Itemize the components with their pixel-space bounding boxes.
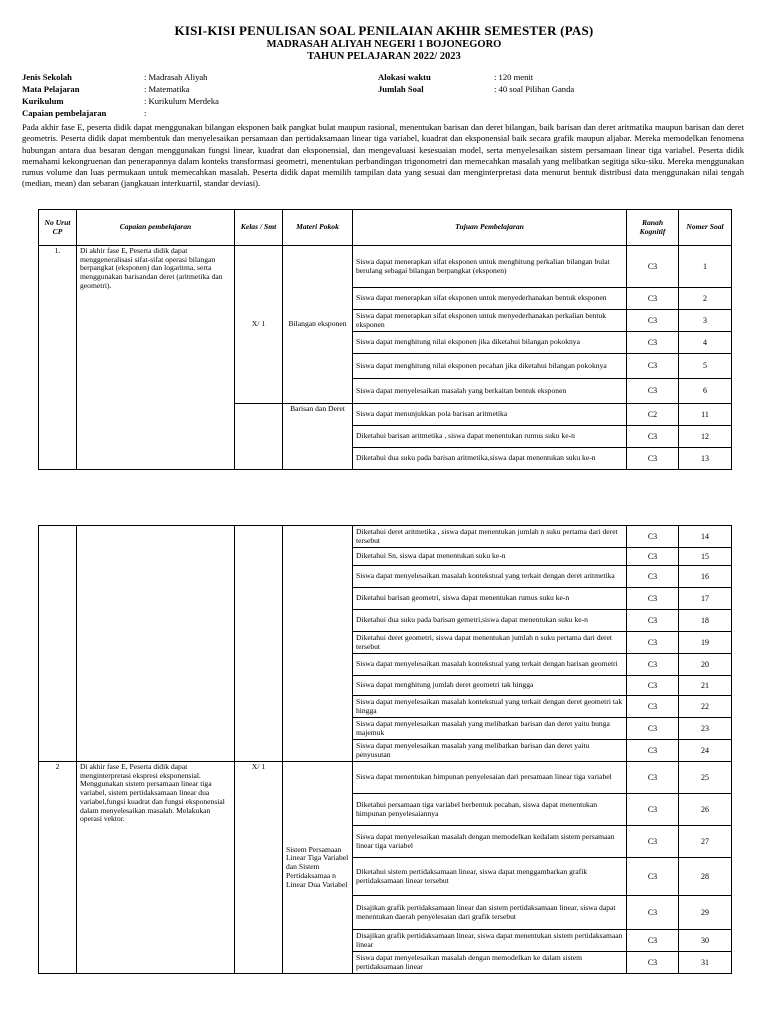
nomer-soal: 23 xyxy=(679,718,732,740)
jumlah-soal-value: : 40 soal Pilihan Ganda xyxy=(494,84,575,94)
nomer-soal: 2 xyxy=(679,288,732,310)
tujuan-pembelajaran: Siswa dapat menghitung jumlah deret geometri tak hingga xyxy=(353,676,627,696)
kurikulum-label: Kurikulum xyxy=(22,96,64,106)
tujuan-pembelajaran: Disajikan grafik pertidaksamaan linear, siswa dapat menentukan sistem pertidaksamaan linear xyxy=(353,930,627,952)
tujuan-pembelajaran: Siswa dapat menentukan himpunan penyelesaian dari persamaan linear tiga variabel xyxy=(353,762,627,794)
table-row xyxy=(39,762,732,794)
nomer-soal: 30 xyxy=(679,930,732,952)
tujuan-pembelajaran: Diketahui barisan aritmetika , siswa dapat menentukan rumus suku ke-n xyxy=(353,426,627,448)
nomer-soal: 3 xyxy=(679,310,732,332)
capaian-pembelajaran-label: Capaian pembelajaran xyxy=(22,108,107,118)
mata-pelajaran-label: Mata Pelajaran xyxy=(22,84,80,94)
nomer-soal: 11 xyxy=(679,404,732,426)
ranah-kognitif: C3 xyxy=(627,332,679,354)
ranah-kognitif: C3 xyxy=(627,632,679,654)
nomer-soal: 27 xyxy=(679,826,732,858)
kelas-smt: X/ 1 xyxy=(235,246,283,404)
kelas-smt-empty xyxy=(235,404,283,470)
ranah-kognitif: C3 xyxy=(627,896,679,930)
kelas-smt-empty xyxy=(235,526,283,762)
table-row xyxy=(39,246,732,288)
ranah-kognitif: C3 xyxy=(627,740,679,762)
ranah-kognitif: C3 xyxy=(627,762,679,794)
nomer-soal: 29 xyxy=(679,896,732,930)
nomer-soal: 24 xyxy=(679,740,732,762)
tujuan-pembelajaran: Siswa dapat menerapkan sifat eksponen untuk menghitung perkalian bilangan bulat berulang sebagai bilangan berpangkat (eksponen) xyxy=(353,246,627,288)
ranah-kognitif: C3 xyxy=(627,696,679,718)
tujuan-pembelajaran: Diketahui dua suku pada barisan gemetri,siswa dapat menentukan suku ke-n xyxy=(353,610,627,632)
mata-pelajaran-value: : Matematika xyxy=(144,84,190,94)
nomer-soal: 4 xyxy=(679,332,732,354)
nomer-soal: 5 xyxy=(679,354,732,379)
ranah-kognitif: C3 xyxy=(627,794,679,826)
tujuan-pembelajaran: Siswa dapat menyelesaikan masalah yang melibatkan barisan dan deret yaitu bunga majemuk xyxy=(353,718,627,740)
materi-pokok: Bilangan eksponen xyxy=(283,246,353,404)
header-nomer-soal: Nomer Soal xyxy=(679,210,732,246)
nomer-soal: 16 xyxy=(679,566,732,588)
ranah-kognitif: C3 xyxy=(627,676,679,696)
cp-number-empty xyxy=(39,526,77,762)
ranah-kognitif: C3 xyxy=(627,588,679,610)
tujuan-pembelajaran: Diketahui sistem pertidaksamaan linear, siswa dapat menggambarkan grafik pertidaksamaan linear tersebut xyxy=(353,858,627,896)
nomer-soal: 13 xyxy=(679,448,732,470)
tujuan-pembelajaran: Disajikan grafik pertidaksamaan linear dan sistem pertidaksamaan linear, siswa dapat menentukan daerah penyelesaian dari grafik tersebut xyxy=(353,896,627,930)
tujuan-pembelajaran: Diketahui barisan geometri, siswa dapat menentukan rumus suku ke-n xyxy=(353,588,627,610)
school-name: MADRASAH ALIYAH NEGERI 1 BOJONEGORO xyxy=(266,39,502,50)
nomer-soal: 18 xyxy=(679,610,732,632)
tujuan-pembelajaran: Siswa dapat menyelesaikan masalah kontekstual yang terkait dengan deret geometri tak hingga xyxy=(353,696,627,718)
capaian-pembelajaran-colon: : xyxy=(144,108,147,118)
tujuan-pembelajaran: Siswa dapat menunjukkan pola barisan aritmetika xyxy=(353,404,627,426)
ranah-kognitif: C3 xyxy=(627,354,679,379)
jumlah-soal-label: Jumlah Soal xyxy=(378,84,424,94)
nomer-soal: 21 xyxy=(679,676,732,696)
tujuan-pembelajaran: Siswa dapat menghitung nilai eksponen pecahan jika diketahui bilangan pokoknya xyxy=(353,354,627,379)
header-capaian-pembelajaran: Capaian pembelajaran xyxy=(77,210,235,246)
header-materi-pokok: Materi Pokok xyxy=(283,210,353,246)
tujuan-pembelajaran: Siswa dapat menyelesaikan masalah kontekstual yang terkait dengan barisan geometri xyxy=(353,654,627,676)
nomer-soal: 15 xyxy=(679,548,732,566)
document-info xyxy=(22,72,762,122)
ranah-kognitif: C3 xyxy=(627,858,679,896)
ranah-kognitif: C3 xyxy=(627,930,679,952)
jenis-sekolah-label: Jenis Sekolah xyxy=(22,72,72,82)
academic-year: TAHUN PELAJARAN 2022/ 2023 xyxy=(307,51,461,62)
tujuan-pembelajaran: Siswa dapat menyelesaikan masalah yang melibatkan barisan dan deret yaitu penyusutan xyxy=(353,740,627,762)
cp-description-empty xyxy=(77,526,235,762)
materi-pokok-empty xyxy=(283,526,353,762)
ranah-kognitif: C3 xyxy=(627,566,679,588)
cp-number: 2 xyxy=(39,762,77,974)
table-row xyxy=(39,526,732,548)
ranah-kognitif: C3 xyxy=(627,826,679,858)
alokasi-waktu-value: : 120 menit xyxy=(494,72,534,82)
ranah-kognitif: C3 xyxy=(627,654,679,676)
ranah-kognitif: C3 xyxy=(627,310,679,332)
ranah-kognitif: C3 xyxy=(627,610,679,632)
ranah-kognitif: C3 xyxy=(627,526,679,548)
nomer-soal: 20 xyxy=(679,654,732,676)
header-kelas-smt: Kelas / Smt xyxy=(235,210,283,246)
kurikulum-value: : Kurikulum Merdeka xyxy=(144,96,219,106)
cp-description: Di akhir fase E, Peserta didik dapat menginterpretasi ekspresi eksponensial. Menggunakan sistem persamaan linear tiga variabel, sistem pertidaksamaan linear dua variabel,fungsi kuadrat dan fungsi eksponensial dalam menyelesaikan masalah. Melakukan operasi vektor. xyxy=(77,762,235,974)
tujuan-pembelajaran: Diketahui deret aritmetika , siswa dapat menentukan jumlah n suku pertama dari deret tersebut xyxy=(353,526,627,548)
nomer-soal: 19 xyxy=(679,632,732,654)
nomer-soal: 26 xyxy=(679,794,732,826)
materi-pokok: Barisan dan Deret xyxy=(283,404,353,470)
nomer-soal: 22 xyxy=(679,696,732,718)
kelas-smt: X/ 1 xyxy=(235,762,283,974)
ranah-kognitif: C3 xyxy=(627,952,679,974)
cp-number: 1. xyxy=(39,246,77,470)
ranah-kognitif: C3 xyxy=(627,288,679,310)
nomer-soal: 12 xyxy=(679,426,732,448)
ranah-kognitif: C3 xyxy=(627,448,679,470)
tujuan-pembelajaran: Siswa dapat menghitung nilai eksponen jika diketahui bilangan pokoknya xyxy=(353,332,627,354)
tujuan-pembelajaran: Diketahui persamaan tiga variabel berbentuk pecahan, siswa dapat menentukan himpunan penyelesaiannya xyxy=(353,794,627,826)
ranah-kognitif: C3 xyxy=(627,548,679,566)
ranah-kognitif: C3 xyxy=(627,426,679,448)
nomer-soal: 6 xyxy=(679,379,732,404)
document-title: KISI-KISI PENULISAN SOAL PENILAIAN AKHIR SEMESTER (PAS) xyxy=(174,23,594,38)
header-ranah-kognitif: Ranah Kognitif xyxy=(627,210,679,246)
nomer-soal: 28 xyxy=(679,858,732,896)
nomer-soal: 25 xyxy=(679,762,732,794)
nomer-soal: 31 xyxy=(679,952,732,974)
kisi-table-part-1 xyxy=(38,209,732,470)
tujuan-pembelajaran: Siswa dapat menyelesaikan masalah yang berkaitan bentuk eksponen xyxy=(353,379,627,404)
materi-pokok: Sistem Persamaan Linear Tiga Variabel dan Sistem Pertidaksamaa n Linear Dua Variabel xyxy=(283,762,353,974)
cp-description: Di akhir fase E, Peserta didik dapat menggeneralisasi sifat-sifat operasi bilangan berpangkat (eksponen) dan logaritma, serta menggunakan barisandan deret (aritmetika dan geometri). xyxy=(77,246,235,470)
header-tujuan-pembelajaran: Tujuan Pembelajaran xyxy=(353,210,627,246)
tujuan-pembelajaran: Siswa dapat menyelesaikan masalah dengan memodelkan kedalam sistem persamaan linear tiga variabel xyxy=(353,826,627,858)
tujuan-pembelajaran: Siswa dapat menerapkan sifat eksponen untuk menyederhanakan bentuk eksponen xyxy=(353,288,627,310)
tujuan-pembelajaran: Diketahui dua suku pada barisan aritmetika,siswa dapat menentukan suku ke-n xyxy=(353,448,627,470)
ranah-kognitif: C2 xyxy=(627,404,679,426)
ranah-kognitif: C3 xyxy=(627,718,679,740)
tujuan-pembelajaran: Diketahui deret geometri, siswa dapat menentukan jumlah n suku pertama dari deret tersebut xyxy=(353,632,627,654)
tujuan-pembelajaran: Diketahui Sn, siswa dapat menentukan suku ke-n xyxy=(353,548,627,566)
tujuan-pembelajaran: Siswa dapat menyelesaikan masalah kontekstual yang terkait dengan deret aritmetika xyxy=(353,566,627,588)
tujuan-pembelajaran: Siswa dapat menerapkan sifat eksponen untuk menyederhanakan perkalian bentuk eksponen xyxy=(353,310,627,332)
nomer-soal: 1 xyxy=(679,246,732,288)
nomer-soal: 17 xyxy=(679,588,732,610)
nomer-soal: 14 xyxy=(679,526,732,548)
ranah-kognitif: C3 xyxy=(627,379,679,404)
ranah-kognitif: C3 xyxy=(627,246,679,288)
capaian-pembelajaran-text: Pada akhir fase E, peserta didik dapat menggunakan bilangan eksponen baik pangkat bulat maupun rasional, menentukan barisan dan deret bilangan, baik barisan dan deret aritmatika maupun barisan dan deret geometris. Peserta didik dapat membentuk dan menyelesaikan persamaan dan pertidaksamaan linear tiga variabel, kuadrat dan eksponensial baik secara grafik maupun aljabar. Mereka memodelkan fenomena hubungan antara dua besaran dengan menggunakan fungsi linear, kuadrat dan eksponensial, dan mengevaluasi kesesuaian model, serta menyelesaikan sistem persamaan linear tiga variabel. Peserta didik memahami kekongruenan dan penerapannya dalam konteks transformasi geometri, menentukan perbandingan trigonometri dan memecahkan masalah yang melibatkan segitiga siku-siku. Mereka menggunakan rumus volume dan luas permukaan untuk memecahkan masalah. Peserta didik dapat memilih tampilan data yang sesuai dan menginterpretasi data menurut bentuk distribusi data menggunakan nilai tengah (median, mean) dan sebaran (jangkauan interkuartil, standar deviasi). xyxy=(22,122,744,189)
jenis-sekolah-value: : Madrasah Aliyah xyxy=(144,72,208,82)
tujuan-pembelajaran: Siswa dapat menyelesaikan masalah dengan memodelkan ke dalam sistem pertidaksamaan linear xyxy=(353,952,627,974)
kisi-table-part-2 xyxy=(38,525,732,974)
header-no-urut-cp: No Urut CP xyxy=(39,210,77,246)
alokasi-waktu-label: Alokasi waktu xyxy=(378,72,431,82)
